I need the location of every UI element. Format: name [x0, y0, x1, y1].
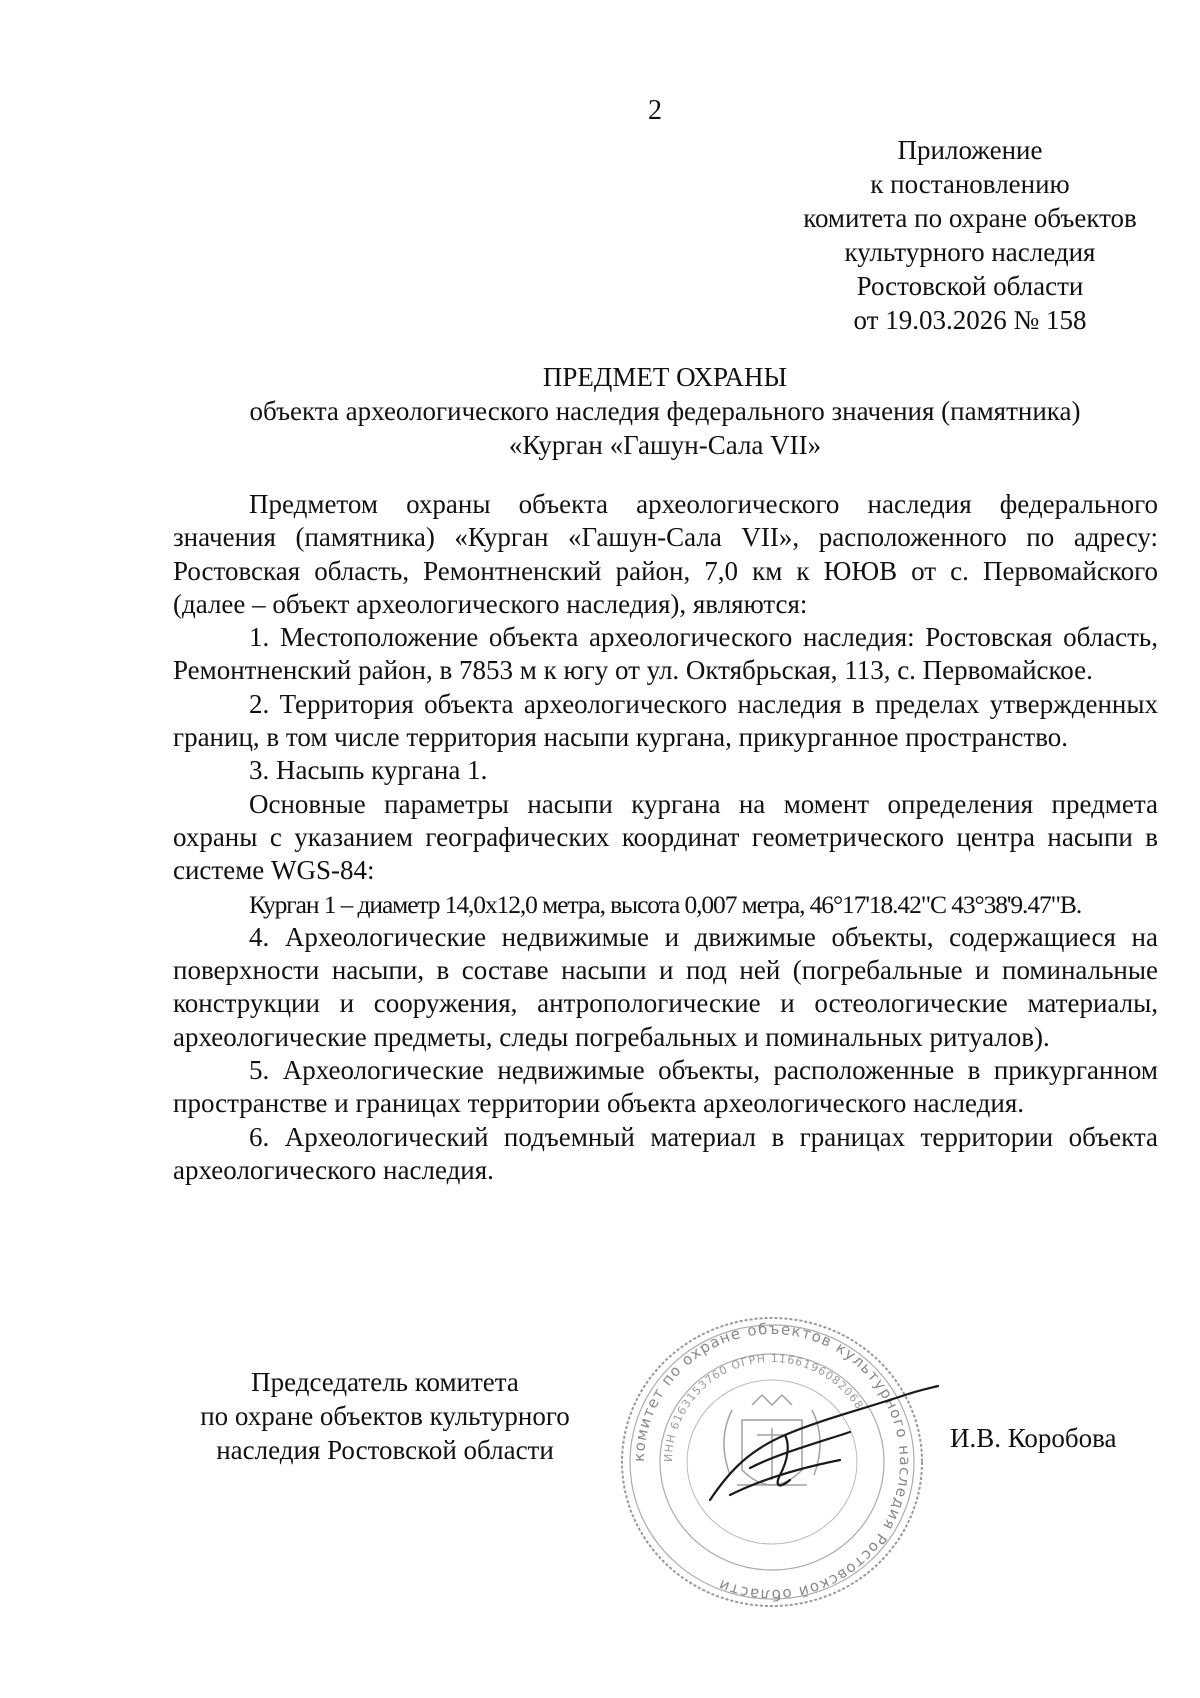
- seal-outer-text: комитет по охране объектов культурного наследия Ростовской области: [629, 1319, 915, 1605]
- page-number: 2: [648, 95, 662, 126]
- body-paragraph: 3. Насыпь кургана 1.: [249, 755, 488, 786]
- appendix-line: Приложение: [897, 135, 1043, 165]
- body-paragraph: 2. Территория объекта археологического наследия в пределах утвержденных границ, в том числе территория насыпи кургана, прикурганное пространство.: [173, 688, 1158, 753]
- body-paragraph: 1. Местоположение объекта археологического наследия: Ростовская область, Ремонтненский район, в 7853 м к югу от ул. Октябрьская, 113, с. Первомайское.: [173, 622, 1158, 686]
- seal-inner-text: ИНН 6163153760 ОГРН 1166196082068: [661, 1351, 867, 1463]
- document-title-block: [170, 360, 1160, 462]
- appendix-line: от 19.03.2026 № 158: [853, 305, 1087, 335]
- body-paragraph: Основные параметры насыпи кургана на момент определения предмета охраны с указанием географических координат геометрического центра насыпи в системе WGS-84:: [173, 788, 1158, 886]
- appendix-block: [760, 133, 1180, 337]
- appendix-line: Ростовской области: [856, 271, 1084, 301]
- signer-position-line: Председатель комитета: [251, 1367, 519, 1397]
- appendix-line: комитета по охране объектов: [803, 203, 1137, 233]
- document-subtitle: «Курган «Гашун-Сала VII»: [508, 430, 822, 460]
- handwritten-signature: [690, 1350, 950, 1520]
- body-paragraph-coordinates: Курган 1 – диаметр 14,0х12,0 метра, высота 0,007 метра, 46°17'18.42"С 43°38'9.47"В.: [249, 889, 1082, 919]
- signer-position: [170, 1365, 600, 1467]
- signer-position-line: наследия Ростовской области: [216, 1435, 554, 1465]
- appendix-line: к постановлению: [870, 169, 1070, 199]
- document-subtitle: объекта археологического наследия федерального значения (памятника): [249, 396, 1081, 426]
- body-paragraph: Предметом охраны объекта археологического наследия федерального значения (памятника) «Курган «Гашун-Сала VII», расположенного по адресу: Ростовская область, Ремонтненский район, 7,0 км к ЮЮВ от с. Первомайского (далее – объект археологического наследия), являются:: [173, 489, 1158, 619]
- document-body: [173, 488, 1158, 1187]
- document-heading: ПРЕДМЕТ ОХРАНЫ: [542, 362, 788, 392]
- body-paragraph: 5. Археологические недвижимые объекты, расположенные в прикурганном пространстве и границах территории объекта археологического наследия.: [173, 1055, 1158, 1119]
- appendix-line: культурного наследия: [844, 237, 1096, 267]
- signer-position-line: по охране объектов культурного: [200, 1401, 570, 1431]
- body-paragraph: 4. Археологические недвижимые и движимые объекты, содержащиеся на поверхности насыпи, в составе насыпи и под ней (погребальные и поминальные конструкции и сооружения, антропологические и остеологические материалы, археологические предметы, следы погребальных и поминальных ритуалов).: [173, 921, 1158, 1052]
- signer-name: И.В. Коробова: [950, 1423, 1117, 1453]
- body-paragraph: 6. Археологический подъемный материал в границах территории объекта археологического наследия.: [173, 1121, 1158, 1185]
